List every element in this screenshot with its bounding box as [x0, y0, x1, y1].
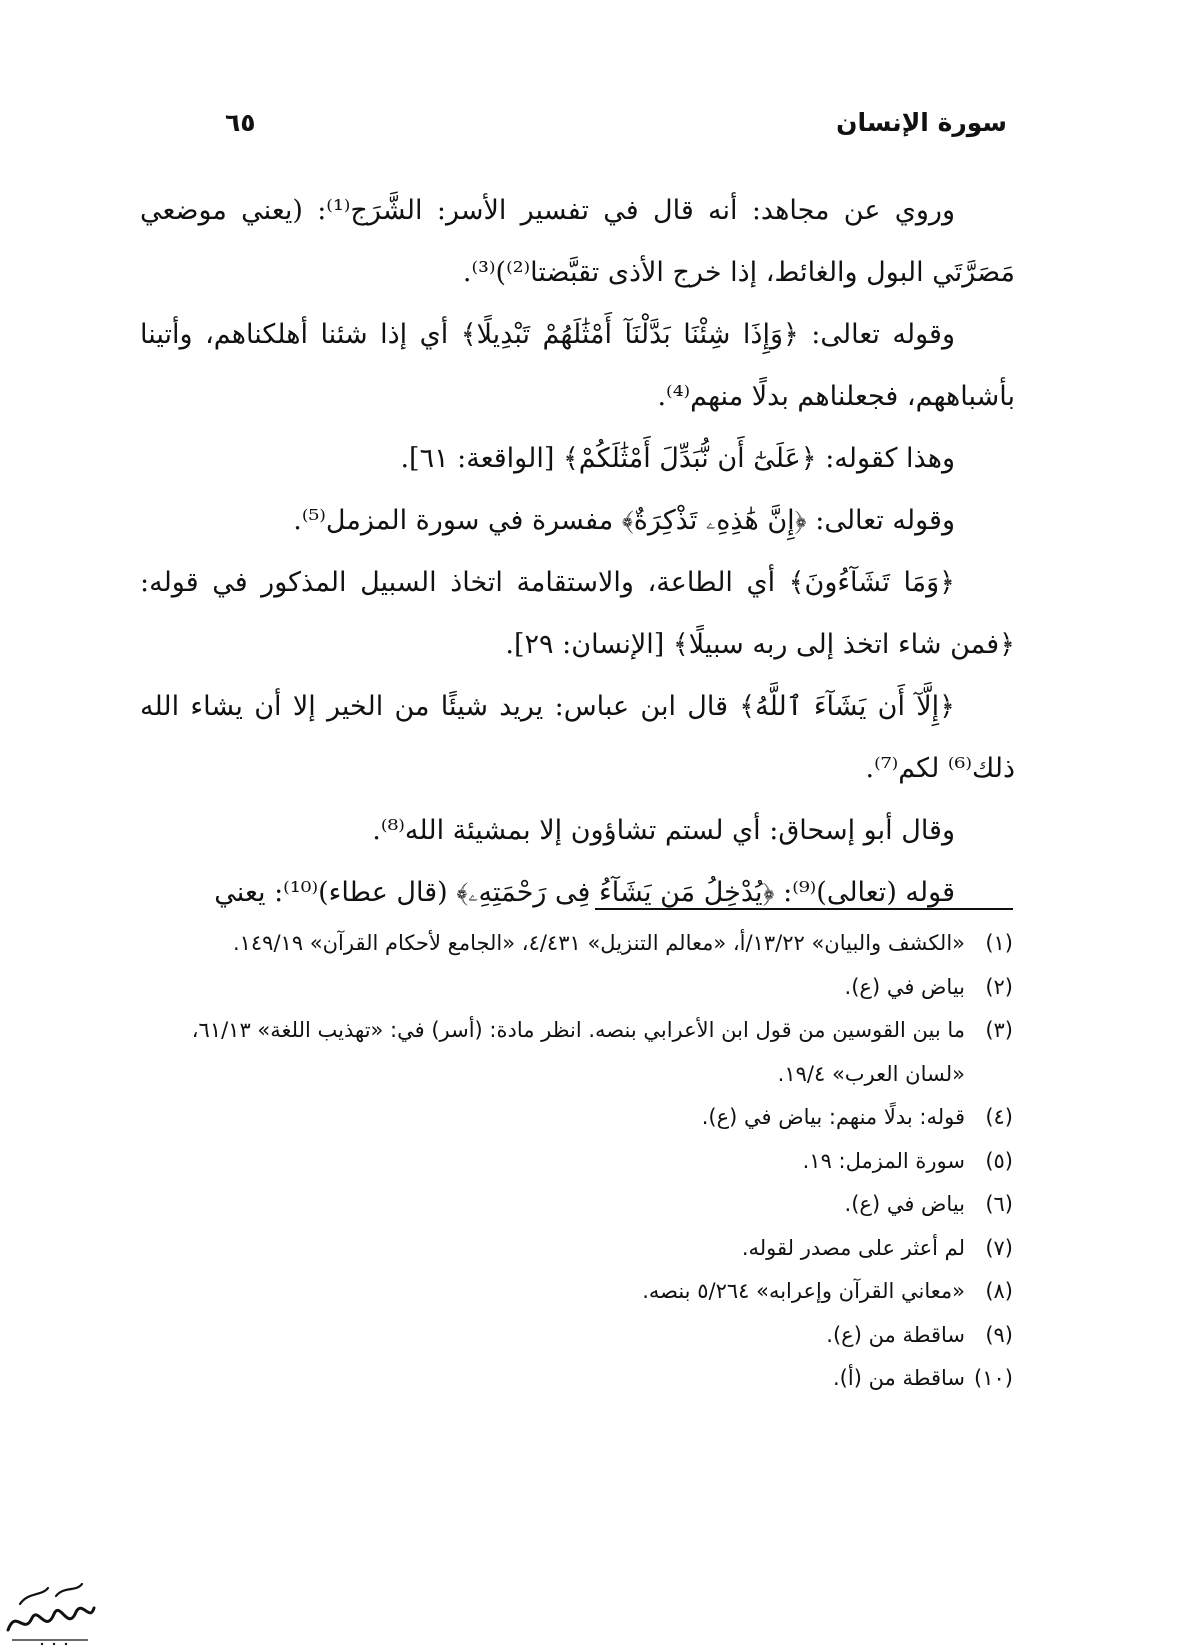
footnote-text: ساقطة من (أ).: [833, 1366, 965, 1390]
paragraph-7: وقال أبو إسحاق: أي لستم تشاؤون إلا بمشيئة الله⁽⁸⁾.: [372, 815, 955, 846]
page-number: ٦٥: [225, 108, 256, 137]
footnote-item: [140, 1357, 1013, 1401]
footnote-number: (٢): [985, 974, 1013, 999]
surah-title: سورة الإنسان: [836, 108, 1007, 137]
page-header: [225, 108, 1007, 148]
footnote-text: «معاني القرآن وإعرابه» ٥/٢٦٤ بنصه.: [642, 1279, 965, 1303]
footnote-text: بياض في (ع).: [844, 974, 965, 999]
footnotes: [140, 922, 1013, 1401]
footnote-number: (٦): [985, 1192, 1013, 1216]
footnote-number: (٧): [985, 1235, 1013, 1260]
footnote-item: [140, 966, 1013, 1010]
footnote-item: [140, 1183, 1013, 1227]
paragraph-4: وقوله تعالى: ﴿إِنَّ هَٰذِهِۦ تَذْكِرَةٌ﴾ مفسرة في سورة المزمل⁽⁵⁾.: [293, 505, 955, 536]
footnote-item: [140, 1314, 1013, 1358]
publisher-seal-icon: [2, 1578, 98, 1648]
footnote-item: [140, 1227, 1013, 1271]
paragraph-8: قوله (تعالى)⁽⁹⁾: ﴿يُدْخِلُ مَن يَشَآءُ فِى رَحْمَتِهِۦ﴾ (قال عطاء)⁽¹⁰⁾: يعني: [214, 877, 955, 908]
paragraph-2: وقوله تعالى: ﴿وَإِذَا شِئْنَا بَدَّلْنَآ أَمْثَٰلَهُمْ تَبْدِيلًا﴾ أي إذا شئنا أهلكناهم، وأتينا بأشباههم، فجعلناهم بدلًا منهم⁽⁴⁾.: [140, 319, 1015, 412]
footnote-item: [140, 1096, 1013, 1140]
footnote-item: [140, 922, 1013, 966]
main-text: [140, 180, 1015, 924]
footnote-text: ساقطة من (ع).: [826, 1322, 965, 1347]
footnote-number: (١٠): [974, 1366, 1013, 1390]
paragraph-1: وروي عن مجاهد: أنه قال في تفسير الأسر: الشَّرَج⁽¹⁾: (يعني موضعي مَصَرَّتَي البول والغائط، إذا خرج الأذى تقبَّضتا⁽²⁾)⁽³⁾.: [140, 195, 1015, 288]
footnote-separator: [595, 908, 1013, 910]
paragraph-5: ﴿وَمَا تَشَآءُونَ﴾ أي الطاعة، والاستقامة اتخاذ السبيل المذكور في قوله: ﴿فمن شاء اتخذ إلى ربه سبيلًا﴾ [الإنسان: ٢٩].: [140, 567, 1015, 660]
footnote-number: (٨): [985, 1279, 1013, 1303]
footnote-text: بياض في (ع).: [844, 1192, 965, 1216]
footnote-text: ما بين القوسين من قول ابن الأعرابي بنصه. انظر مادة: (أسر) في: «تهذيب اللغة» ٦١/١٣، «لسان العرب» ١٩/٤.: [191, 1018, 965, 1086]
paragraph-6: ﴿إِلَّآ أَن يَشَآءَ ٱللَّهُ﴾ قال ابن عباس: يريد شيئًا من الخير إلا أن يشاء الله ذلك⁽⁶⁾ لكم⁽⁷⁾.: [140, 691, 1015, 784]
footnote-text: سورة المزمل: ١٩.: [802, 1148, 965, 1173]
footnote-number: (١): [985, 931, 1013, 955]
footnote-number: (٩): [985, 1322, 1013, 1347]
footnote-text: قوله: بدلًا منهم: بياض في (ع).: [701, 1105, 965, 1129]
footnote-item: [140, 1009, 1013, 1096]
footnote-number: (٤): [985, 1105, 1013, 1129]
footnote-number: (٣): [985, 1018, 1013, 1042]
footnote-item: [140, 1140, 1013, 1184]
footnote-number: (٥): [985, 1148, 1013, 1173]
footnote-item: [140, 1270, 1013, 1314]
paragraph-3: وهذا كقوله: ﴿عَلَىٰٓ أَن نُّبَدِّلَ أَمْثَٰلَكُمْ﴾ [الواقعة: ٦١].: [400, 443, 955, 474]
footnote-text: لم أعثر على مصدر لقوله.: [741, 1235, 965, 1260]
footnote-text: «الكشف والبيان» ١٣/٢٢/أ، «معالم التنزيل» ٤/٤٣١، «الجامع لأحكام القرآن» ١٤٩/١٩.: [232, 931, 965, 955]
